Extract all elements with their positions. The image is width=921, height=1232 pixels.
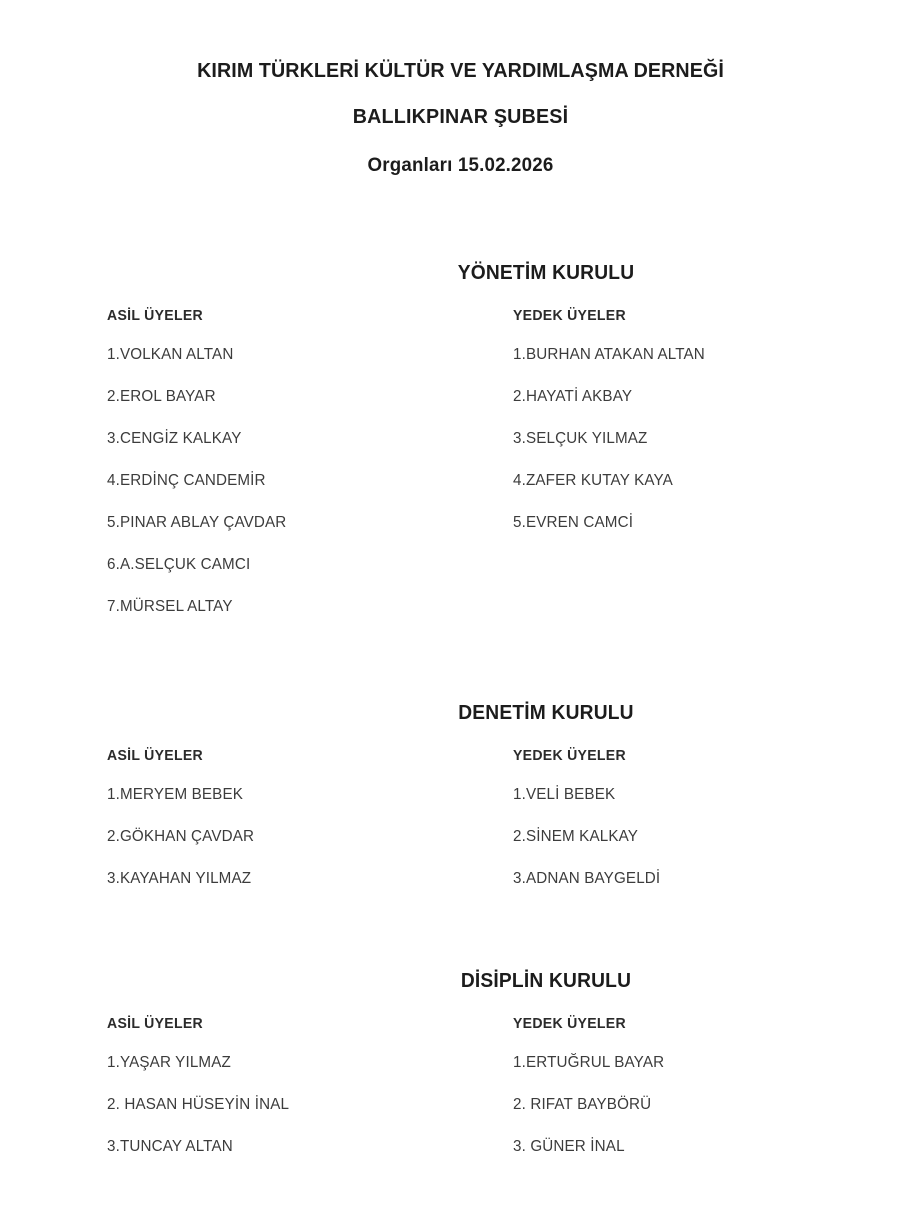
list-item: 5.PINAR ABLAY ÇAVDAR bbox=[107, 514, 287, 531]
section-columns bbox=[0, 1016, 921, 1155]
list-item: 2. RIFAT BAYBÖRÜ bbox=[513, 1096, 652, 1113]
list-item: 1.VELİ BEBEK bbox=[513, 786, 616, 803]
substitute-members-list bbox=[513, 774, 668, 900]
principal-members-column bbox=[107, 1016, 299, 1168]
document-header bbox=[0, 58, 921, 178]
list-item: 7.MÜRSEL ALTAY bbox=[107, 598, 233, 615]
principal-members-list bbox=[107, 1042, 299, 1168]
organization-name: KIRIM TÜRKLERİ KÜLTÜR VE YARDIMLAŞMA DERNEĞİ bbox=[197, 59, 724, 82]
list-item: 5.EVREN CAMCİ bbox=[513, 514, 634, 531]
principal-members-list bbox=[107, 774, 262, 900]
principal-members-column bbox=[107, 308, 296, 628]
principal-members-column bbox=[107, 748, 262, 900]
list-item: 1.MERYEM BEBEK bbox=[107, 786, 244, 803]
principal-members-list bbox=[107, 334, 296, 628]
list-item: 3.TUNCAY ALTAN bbox=[107, 1138, 233, 1155]
substitute-members-column bbox=[513, 1016, 672, 1168]
list-item: 3.CENGİZ KALKAY bbox=[107, 430, 242, 447]
list-item: 1.ERTUĞRUL BAYAR bbox=[513, 1054, 665, 1071]
list-item: 2.SİNEM KALKAY bbox=[513, 828, 639, 845]
list-item: 3. GÜNER İNAL bbox=[513, 1138, 625, 1155]
substitute-members-column bbox=[513, 308, 715, 544]
principal-column-header: ASİL ÜYELER bbox=[107, 308, 203, 324]
list-item: 1.BURHAN ATAKAN ALTAN bbox=[513, 346, 705, 363]
list-item: 2.GÖKHAN ÇAVDAR bbox=[107, 828, 255, 845]
section-title: DİSİPLİN KURULU bbox=[460, 970, 632, 992]
substitute-column-header: YEDEK ÜYELER bbox=[513, 308, 626, 324]
list-item: 2. HASAN HÜSEYİN İNAL bbox=[107, 1096, 290, 1113]
substitute-members-column bbox=[513, 748, 668, 900]
principal-column-header: ASİL ÜYELER bbox=[107, 748, 203, 764]
document-subtitle-date: Organları 15.02.2026 bbox=[367, 154, 554, 176]
branch-name: BALLIKPINAR ŞUBESİ bbox=[352, 105, 569, 128]
substitute-members-list bbox=[513, 1042, 672, 1168]
section-columns bbox=[0, 308, 921, 615]
section-columns bbox=[0, 748, 921, 887]
substitute-column-header: YEDEK ÜYELER bbox=[513, 1016, 626, 1032]
list-item: 1.VOLKAN ALTAN bbox=[107, 346, 234, 363]
list-item: 3.SELÇUK YILMAZ bbox=[513, 430, 648, 447]
list-item: 1.YAŞAR YILMAZ bbox=[107, 1054, 231, 1071]
list-item: 3.ADNAN BAYGELDİ bbox=[513, 870, 661, 887]
list-item: 3.KAYAHAN YILMAZ bbox=[107, 870, 252, 887]
list-item: 2.HAYATİ AKBAY bbox=[513, 388, 633, 405]
list-item: 2.EROL BAYAR bbox=[107, 388, 216, 405]
list-item: 4.ERDİNÇ CANDEMİR bbox=[107, 472, 266, 489]
substitute-column-header: YEDEK ÜYELER bbox=[513, 748, 626, 764]
section-title: YÖNETİM KURULU bbox=[457, 262, 635, 284]
list-item: 6.A.SELÇUK CAMCI bbox=[107, 556, 251, 573]
section-title: DENETİM KURULU bbox=[458, 702, 634, 724]
list-item: 4.ZAFER KUTAY KAYA bbox=[513, 472, 673, 489]
principal-column-header: ASİL ÜYELER bbox=[107, 1016, 203, 1032]
substitute-members-list bbox=[513, 334, 715, 544]
